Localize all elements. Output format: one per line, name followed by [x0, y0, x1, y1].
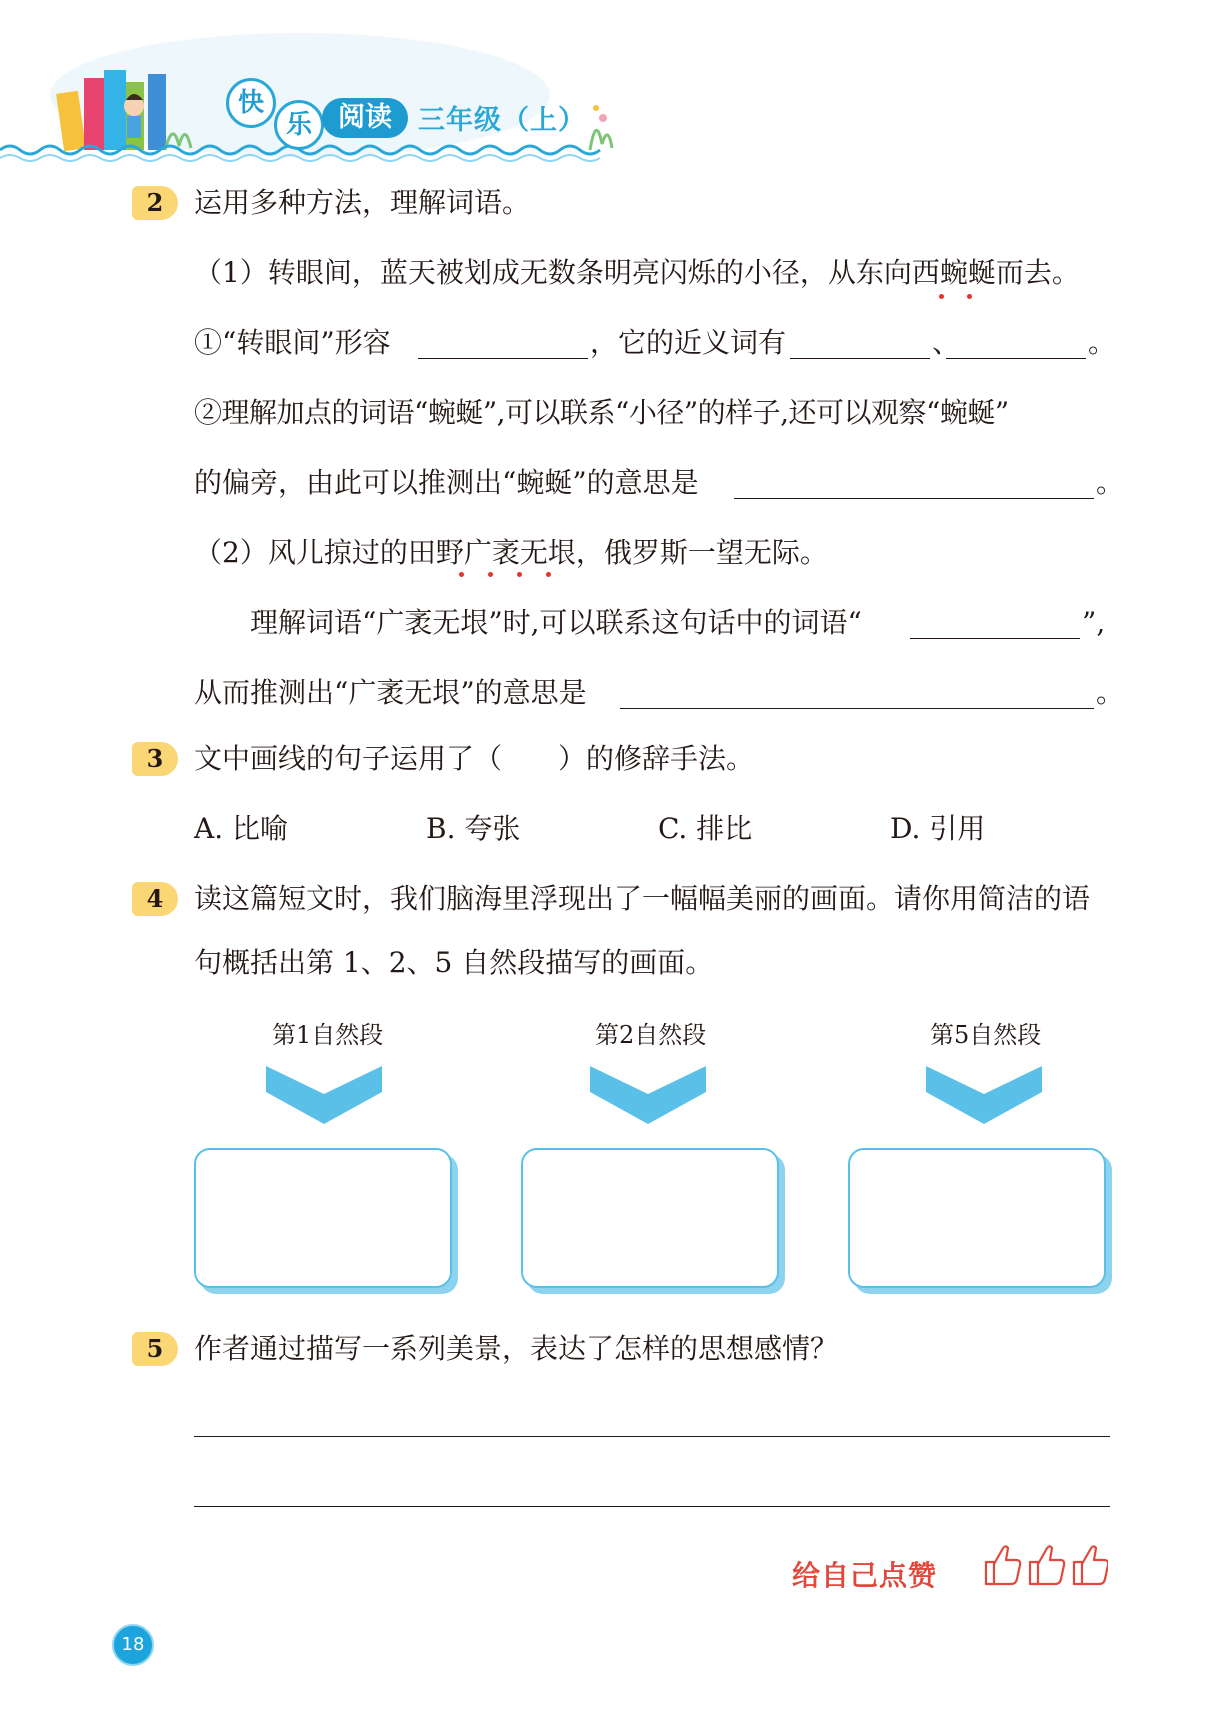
q2-item1-text-b: ，它的近义词有	[590, 326, 787, 359]
q2-sub2-sentence: （2）风儿掠过的田野广袤无垠，俄罗斯一望无际。	[194, 536, 828, 569]
answer-blank-context-word[interactable]	[910, 638, 1080, 639]
emphasis-dot	[967, 294, 972, 299]
chevron-down-icon	[266, 1066, 382, 1124]
q2-item1-sep: 、	[932, 326, 961, 359]
chevron-down-icon	[926, 1066, 1042, 1124]
answer-line-1[interactable]	[194, 1436, 1110, 1437]
q3-option-d[interactable]: D. 引用	[890, 812, 986, 845]
answer-blank-wanyan-meaning[interactable]	[734, 498, 1094, 499]
q2-sub2-line1: 理解词语“广袤无垠”时,可以联系这句话中的词语“	[250, 606, 862, 639]
page-header	[0, 0, 640, 170]
thumbs-up-icons[interactable]	[978, 1536, 1108, 1592]
thumbs-up-icon	[986, 1546, 1020, 1584]
flow-label-para-1: 第1自然段	[272, 1021, 384, 1049]
q2-item2-line1: ②理解加点的词语“蜿蜒”,可以联系“小径”的样子,还可以观察“蜿蜒”	[194, 396, 1009, 429]
question-5-badge: 5	[132, 1332, 178, 1366]
question-5-prompt: 作者通过描写一系列美景，表达了怎样的思想感情？	[194, 1332, 839, 1365]
question-3-badge: 3	[132, 742, 178, 776]
q2-sub2-end: 。	[1096, 676, 1125, 709]
question-4-badge: 4	[132, 882, 178, 916]
emphasis-dot	[517, 572, 522, 577]
q3-option-a[interactable]: A. 比喻	[194, 812, 289, 845]
answer-box-para-5[interactable]	[848, 1148, 1106, 1288]
answer-blank-synonym-1[interactable]	[790, 358, 930, 359]
question-3-prompt: 文中画线的句子运用了（ ）的修辞手法。	[194, 742, 755, 775]
question-4-prompt-line1: 读这篇短文时，我们脑海里浮现出了一幅幅美丽的画面。请你用简洁的语	[194, 882, 1091, 915]
emphasis-dot	[459, 572, 464, 577]
question-2-badge: 2	[132, 186, 178, 220]
answer-line-2[interactable]	[194, 1506, 1110, 1507]
q2-item2-end: 。	[1096, 466, 1125, 499]
thumbs-up-icon	[1074, 1546, 1108, 1584]
q2-sub2-line2: 从而推测出“广袤无垠”的意思是	[194, 676, 587, 709]
answer-box-para-2[interactable]	[521, 1148, 779, 1288]
logo-char-1: 快	[226, 78, 276, 128]
logo-word: 阅读	[322, 98, 408, 138]
q2-sub2-line1-end: ”,	[1082, 606, 1106, 639]
answer-box-para-1[interactable]	[194, 1148, 452, 1288]
q2-sub1-sentence: （1）转眼间，蓝天被划成无数条明亮闪烁的小径，从东向西蜿蜒而去。	[194, 256, 1080, 289]
question-2-prompt: 运用多种方法，理解词语。	[194, 186, 531, 219]
page-number: 18	[112, 1624, 154, 1666]
emphasis-dot	[488, 572, 493, 577]
self-praise-label: 给自己点赞	[792, 1559, 938, 1592]
q2-item1-text-a: ①“转眼间”形容	[194, 326, 391, 359]
emphasis-dot	[939, 294, 944, 299]
grade-label: 三年级（上）	[418, 105, 586, 136]
question-4-prompt-line2: 句概括出第 1、2、5 自然段描写的画面。	[194, 946, 714, 979]
chevron-down-icon	[590, 1066, 706, 1124]
flow-label-para-5: 第5自然段	[930, 1021, 1042, 1049]
thumbs-up-icon	[1030, 1546, 1064, 1584]
q2-item2-line2: 的偏旁，由此可以推测出“蜿蜒”的意思是	[194, 466, 699, 499]
q2-item1-end: 。	[1088, 326, 1117, 359]
q3-option-b[interactable]: B. 夸张	[426, 812, 521, 845]
logo-char-2: 乐	[274, 100, 324, 150]
header-illustration	[0, 0, 640, 170]
answer-blank-meaning[interactable]	[418, 358, 588, 359]
answer-blank-guangmao-meaning[interactable]	[620, 708, 1094, 709]
flow-label-para-2: 第2自然段	[595, 1021, 707, 1049]
q3-option-c[interactable]: C. 排比	[658, 812, 753, 845]
emphasis-dot	[546, 572, 551, 577]
answer-blank-synonym-2[interactable]	[946, 358, 1086, 359]
